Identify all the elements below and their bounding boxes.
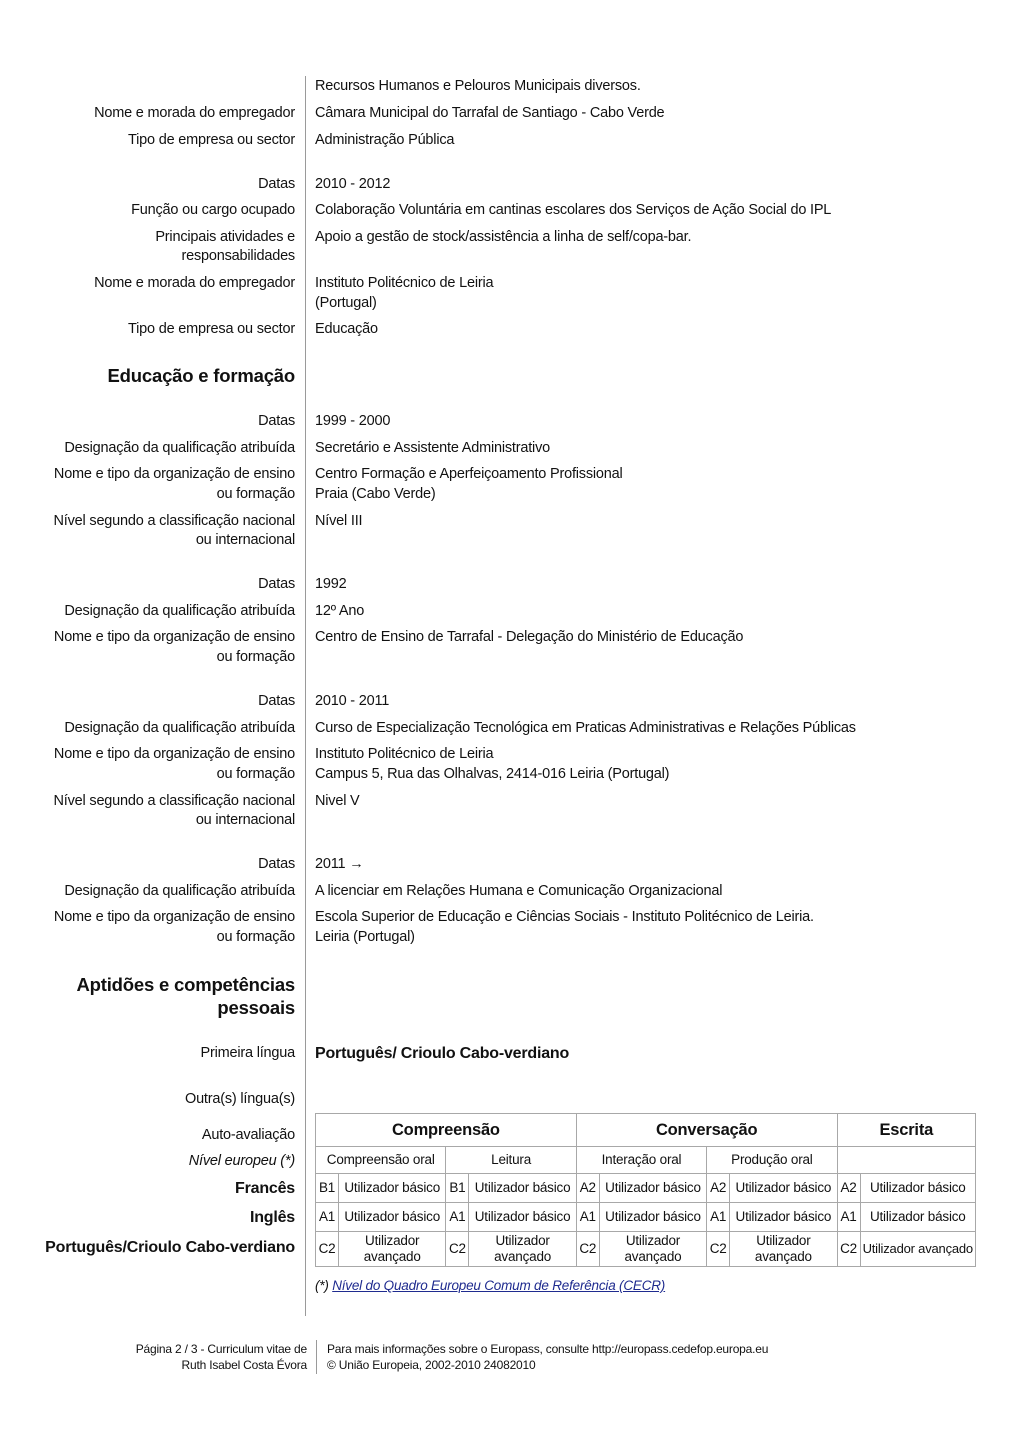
level-code: B1: [316, 1174, 339, 1203]
skills-heading-line2: pessoais: [217, 997, 295, 1018]
edu3-dates-label: Datas: [258, 693, 295, 709]
table-row: [316, 1174, 976, 1203]
edu3-dates: 2010 - 2011: [315, 693, 390, 709]
prev-sector-label: Tipo de empresa ou sector: [128, 132, 295, 148]
edu3-qual-label: Designação da qualificação atribuída: [64, 720, 295, 736]
activities-value: Apoio a gestão de stock/assistência a linha de self/copa-bar.: [315, 229, 692, 245]
level-code: A2: [576, 1174, 599, 1203]
edu1-level-label-line2: ou internacional: [195, 532, 295, 548]
edu1-org-label-line1: Nome e tipo da organização de ensino: [53, 466, 295, 482]
level-desc: Utilizador básico: [730, 1203, 837, 1232]
level-code: C2: [446, 1232, 469, 1267]
language-name-2: Inglês: [249, 1209, 295, 1226]
edu4-qual: A licenciar em Relações Humana e Comunicação Organizacional: [315, 883, 723, 899]
level-desc: Utilizador avançado: [860, 1232, 975, 1267]
edu1-org-line2: Praia (Cabo Verde): [315, 486, 436, 502]
level-desc: Utilizador básico: [599, 1174, 706, 1203]
subheader-production: Produção oral: [707, 1147, 837, 1174]
footer-right-line1: Para mais informações sobre o Europass, consulte http://europass.cedefop.europa.eu: [327, 1342, 769, 1356]
level-code: C2: [837, 1232, 860, 1267]
edu1-dates-label: Datas: [258, 413, 295, 429]
level-desc: Utilizador básico: [339, 1174, 446, 1203]
language-name-3: Português/Crioulo Cabo-verdiano: [45, 1239, 295, 1256]
work-dates-label: Datas: [258, 176, 295, 192]
edu1-level-label-line1: Nível segundo a classificação nacional: [53, 513, 295, 529]
level-code: A1: [707, 1203, 730, 1232]
edu2-dates-label: Datas: [258, 576, 295, 592]
edu4-dates: 2011 →: [315, 856, 364, 872]
edu2-qual: 12º Ano: [315, 603, 365, 619]
level-desc: Utilizador avançado: [339, 1232, 446, 1267]
level-desc: Utilizador básico: [469, 1174, 576, 1203]
employer-label: Nome e morada do empregador: [94, 275, 295, 291]
level-code: B1: [446, 1174, 469, 1203]
level-code: A1: [837, 1203, 860, 1232]
edu3-org-line1: Instituto Politécnico de Leiria: [315, 746, 494, 762]
edu3-org-label-line1: Nome e tipo da organização de ensino: [53, 746, 295, 762]
edu2-dates: 1992: [315, 576, 347, 592]
header-conversation: Conversação: [576, 1114, 837, 1147]
edu3-level-label-line2: ou internacional: [195, 812, 295, 828]
edu1-org-label-line2: ou formação: [216, 486, 295, 502]
subheader-listening: Compreensão oral: [316, 1147, 446, 1174]
edu4-org-label-line2: ou formação: [216, 929, 295, 945]
level-desc: Utilizador básico: [730, 1174, 837, 1203]
edu1-org-line1: Centro Formação e Aperfeiçoamento Profissional: [315, 466, 623, 482]
work-dates: 2010 - 2012: [315, 176, 391, 192]
level-desc: Utilizador avançado: [599, 1232, 706, 1267]
edu3-org-line2: Campus 5, Rua das Olhalvas, 2414-016 Leiria (Portugal): [315, 766, 670, 782]
column-divider: [305, 76, 306, 1316]
level-desc: Utilizador básico: [469, 1203, 576, 1232]
edu2-org-label-line2: ou formação: [216, 649, 295, 665]
european-level-label: Nível europeu (*): [188, 1153, 295, 1169]
level-desc: Utilizador básico: [599, 1203, 706, 1232]
edu2-org-line1: Centro de Ensino de Tarrafal - Delegação do Ministério de Educação: [315, 629, 744, 645]
footer-right-line2: © União Europeia, 2002-2010 24082010: [327, 1358, 536, 1372]
edu1-qual-label: Designação da qualificação atribuída: [64, 440, 295, 456]
edu1-qual: Secretário e Assistente Administrativo: [315, 440, 550, 456]
education-heading: Educação e formação: [107, 365, 295, 386]
first-language: Português/ Crioulo Cabo-verdiano: [315, 1045, 570, 1062]
prev-sector: Administração Pública: [315, 132, 455, 148]
level-code: A1: [316, 1203, 339, 1232]
level-desc: Utilizador básico: [339, 1203, 446, 1232]
language-name-1: Francês: [235, 1180, 295, 1197]
subheader-writing-empty: [837, 1147, 975, 1174]
table-row: [316, 1232, 976, 1267]
sector-label: Tipo de empresa ou sector: [128, 321, 295, 337]
employer-line1: Instituto Politécnico de Leiria: [315, 275, 494, 291]
cefr-link[interactable]: Nível do Quadro Europeu Comum de Referência (CECR): [332, 1278, 666, 1293]
edu4-org-line2: Leiria (Portugal): [315, 929, 415, 945]
level-code: A1: [576, 1203, 599, 1232]
edu4-dates-label: Datas: [258, 856, 295, 872]
edu1-level: Nível III: [315, 513, 363, 529]
level-desc: Utilizador básico: [860, 1174, 975, 1203]
skills-heading-line1: Aptidões e competências: [76, 974, 295, 995]
function-label: Função ou cargo ocupado: [131, 202, 295, 218]
edu3-level: Nivel V: [315, 793, 360, 809]
cefr-note-prefix: (*): [315, 1278, 333, 1293]
activities-label-line2: responsabilidades: [181, 248, 295, 264]
edu4-org-line1: Escola Superior de Educação e Ciências Sociais - Instituto Politécnico de Leiria.: [315, 909, 814, 925]
edu3-org-label-line2: ou formação: [216, 766, 295, 782]
edu3-qual: Curso de Especialização Tecnológica em Praticas Administrativas e Relações Públicas: [315, 720, 856, 736]
prev-activities: Recursos Humanos e Pelouros Municipais diversos.: [315, 78, 641, 94]
level-code: C2: [707, 1232, 730, 1267]
level-code: A2: [837, 1174, 860, 1203]
first-language-label: Primeira língua: [200, 1045, 295, 1061]
level-code: C2: [576, 1232, 599, 1267]
cefr-note: [315, 1278, 665, 1293]
prev-employer: Câmara Municipal do Tarrafal de Santiago - Cabo Verde: [315, 105, 665, 121]
header-comprehension: Compreensão: [316, 1114, 577, 1147]
prev-employer-label: Nome e morada do empregador: [94, 105, 295, 121]
subheader-interaction: Interação oral: [576, 1147, 706, 1174]
table-header-row: [316, 1114, 976, 1147]
table-subheader-row: [316, 1147, 976, 1174]
self-assessment-label: Auto-avaliação: [201, 1127, 295, 1143]
table-row: [316, 1203, 976, 1232]
footer-divider: [316, 1340, 317, 1374]
level-code: C2: [316, 1232, 339, 1267]
edu4-org-label-line1: Nome e tipo da organização de ensino: [53, 909, 295, 925]
language-skills-table: [315, 1113, 976, 1267]
footer-left-line2: Ruth Isabel Costa Évora: [181, 1358, 307, 1372]
employer-line2: (Portugal): [315, 295, 377, 311]
header-writing: Escrita: [837, 1114, 975, 1147]
level-code: A2: [707, 1174, 730, 1203]
edu2-org-label-line1: Nome e tipo da organização de ensino: [53, 629, 295, 645]
level-desc: Utilizador básico: [860, 1203, 975, 1232]
function-value: Colaboração Voluntária em cantinas escolares dos Serviços de Ação Social do IPL: [315, 202, 832, 218]
activities-label-line1: Principais atividades e: [155, 229, 295, 245]
sector-value: Educação: [315, 321, 378, 337]
edu2-qual-label: Designação da qualificação atribuída: [64, 603, 295, 619]
edu4-qual-label: Designação da qualificação atribuída: [64, 883, 295, 899]
footer-left-line1: Página 2 / 3 - Curriculum vitae de: [135, 1342, 307, 1356]
edu1-dates: 1999 - 2000: [315, 413, 391, 429]
level-code: A1: [446, 1203, 469, 1232]
edu3-level-label-line1: Nível segundo a classificação nacional: [53, 793, 295, 809]
other-languages-label: Outra(s) língua(s): [184, 1091, 295, 1107]
level-desc: Utilizador avançado: [469, 1232, 576, 1267]
subheader-reading: Leitura: [446, 1147, 576, 1174]
level-desc: Utilizador avançado: [730, 1232, 837, 1267]
